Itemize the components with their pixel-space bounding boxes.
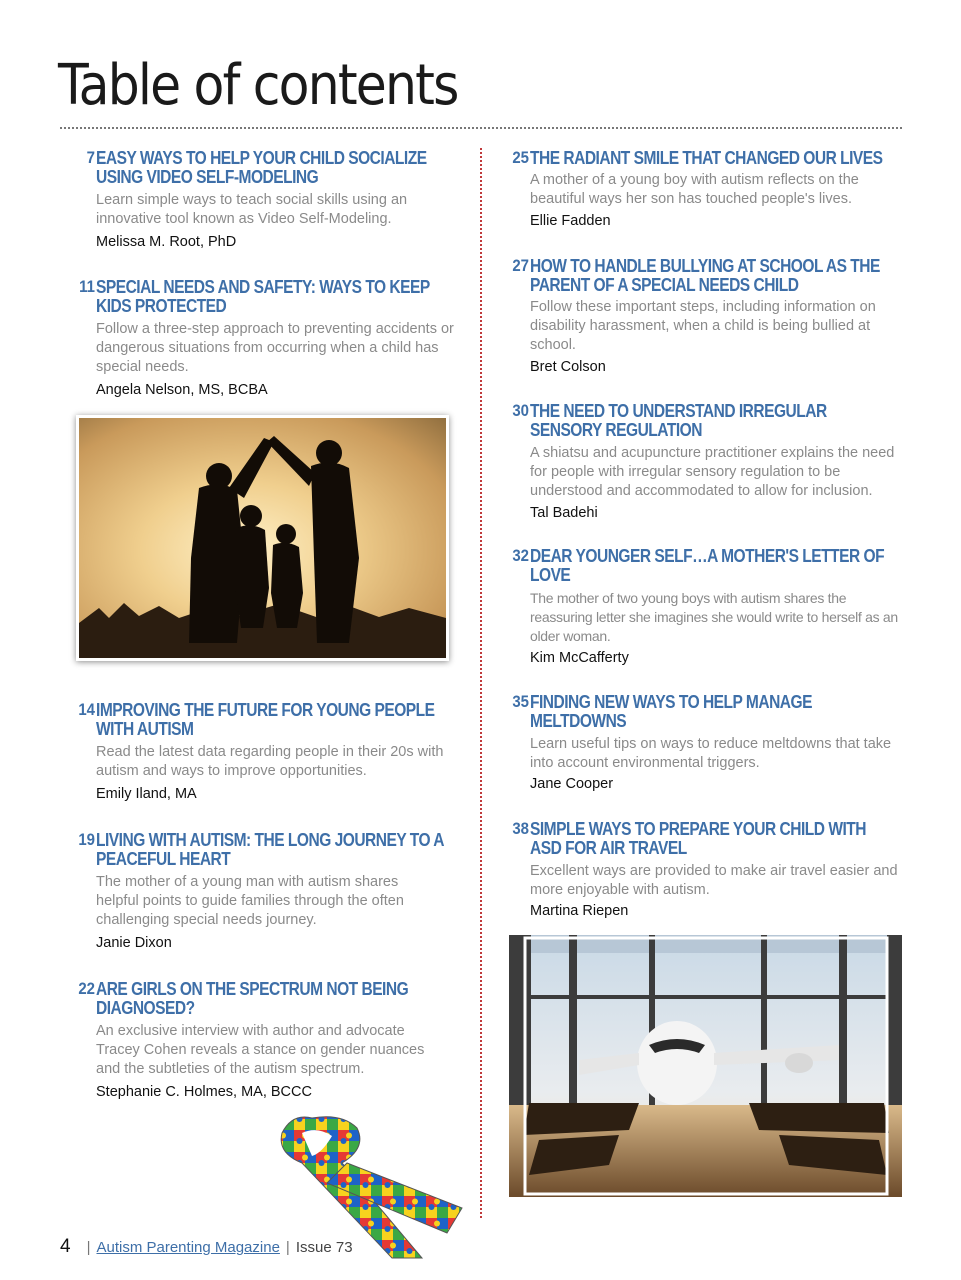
toc-page-number: 22 bbox=[78, 979, 95, 998]
toc-entry-19[interactable] bbox=[55, 830, 460, 960]
footer-separator: | bbox=[285, 1239, 290, 1256]
toc-article-description: An exclusive interview with author and advocate Tracey Cohen reveals a stance on gender nuances and the subtleties of the autism spectrum. bbox=[96, 1023, 425, 1077]
toc-entry-32[interactable] bbox=[489, 546, 909, 676]
toc-page-number: 19 bbox=[78, 830, 95, 849]
toc-page-number: 14 bbox=[78, 700, 95, 719]
toc-page-number: 32 bbox=[512, 546, 529, 565]
toc-article-description: Learn useful tips on ways to reduce meltdowns that take into account environmental triggers. bbox=[530, 736, 892, 771]
toc-entry-11[interactable] bbox=[55, 277, 460, 407]
family-silhouette-photo bbox=[76, 415, 449, 661]
toc-article-title[interactable]: IMPROVING THE FUTURE FOR YOUNG PEOPLE WITH AUTISM bbox=[96, 699, 435, 739]
toc-article-description: The mother of a young man with autism shares helpful points to guide families through the often challenging special needs journey. bbox=[96, 874, 404, 928]
issue-label: Issue 73 bbox=[295, 1239, 353, 1256]
toc-article-title[interactable]: LIVING WITH AUTISM: THE LONG JOURNEY TO A PEACEFUL HEART bbox=[96, 829, 444, 869]
title-divider bbox=[60, 127, 902, 129]
toc-article-description: Follow a three-step approach to preventing accidents or dangerous situations from occurring when a child has special needs. bbox=[96, 321, 454, 375]
footer-separator: | bbox=[86, 1239, 91, 1256]
toc-article-description: A shiatsu and acupuncture practitioner explains the need for people with irregular sensory regulation to be understood and accommodated to allow for inclusion. bbox=[530, 445, 895, 499]
toc-page-number: 25 bbox=[512, 148, 529, 167]
family-silhouette-image bbox=[79, 418, 446, 658]
toc-page-number: 11 bbox=[79, 277, 95, 296]
toc-article-title[interactable]: HOW TO HANDLE BULLYING AT SCHOOL AS THE PARENT OF A SPECIAL NEEDS CHILD bbox=[530, 255, 880, 295]
page-number: 4 bbox=[60, 1236, 71, 1257]
toc-page-number: 7 bbox=[86, 148, 95, 167]
toc-article-author: Tal Badehi bbox=[530, 505, 598, 521]
toc-page-number: 30 bbox=[512, 401, 529, 420]
toc-entry-35[interactable] bbox=[489, 692, 909, 802]
toc-entry-25[interactable] bbox=[489, 148, 909, 238]
toc-article-title[interactable]: THE RADIANT SMILE THAT CHANGED OUR LIVES bbox=[530, 147, 883, 168]
toc-article-description: The mother of two young boys with autism shares the reassuring letter she imagines she would write to herself as an older woman. bbox=[530, 590, 898, 644]
toc-article-description: Read the latest data regarding people in their 20s with autism and ways to improve opportunities. bbox=[96, 744, 444, 779]
toc-page-number: 27 bbox=[512, 256, 529, 275]
toc-entry-14[interactable] bbox=[55, 700, 460, 810]
toc-article-author: Jane Cooper bbox=[530, 776, 614, 792]
airport-airplane-image bbox=[509, 935, 902, 1197]
column-divider bbox=[480, 148, 482, 1218]
toc-article-title[interactable]: SPECIAL NEEDS AND SAFETY: WAYS TO KEEP KIDS PROTECTED bbox=[96, 276, 430, 316]
toc-article-author: Bret Colson bbox=[530, 359, 606, 375]
magazine-link[interactable]: Autism Parenting Magazine bbox=[96, 1239, 280, 1256]
toc-article-title[interactable]: FINDING NEW WAYS TO HELP MANAGE MELTDOWNS bbox=[530, 691, 812, 731]
toc-entry-30[interactable] bbox=[489, 401, 909, 531]
toc-article-description: Excellent ways are provided to make air travel easier and more enjoyable with autism. bbox=[530, 863, 898, 898]
toc-article-description: Learn simple ways to teach social skills using an innovative tool known as Video Self-Modeling. bbox=[96, 192, 408, 227]
toc-entry-38[interactable] bbox=[489, 819, 909, 929]
toc-article-description: A mother of a young boy with autism reflects on the beautiful ways her son has touched people's lives. bbox=[530, 172, 859, 207]
toc-entry-7[interactable] bbox=[55, 148, 460, 258]
toc-article-author: Emily Iland, MA bbox=[96, 786, 197, 802]
toc-article-author: Janie Dixon bbox=[96, 935, 172, 951]
toc-article-title[interactable]: ARE GIRLS ON THE SPECTRUM NOT BEING DIAGNOSED? bbox=[96, 978, 409, 1018]
toc-article-title[interactable]: THE NEED TO UNDERSTAND IRREGULAR SENSORY REGULATION bbox=[530, 400, 827, 440]
page-title: Table of contents bbox=[58, 53, 458, 118]
toc-article-author: Melissa M. Root, PhD bbox=[96, 234, 237, 250]
toc-article-author: Stephanie C. Holmes, MA, BCCC bbox=[96, 1084, 312, 1100]
toc-article-author: Martina Riepen bbox=[530, 903, 629, 919]
toc-article-description: Follow these important steps, including information on disability harassment, when a child is being bullied at school. bbox=[530, 299, 876, 353]
toc-article-title[interactable]: EASY WAYS TO HELP YOUR CHILD SOCIALIZE USING VIDEO SELF-MODELING bbox=[96, 147, 427, 187]
toc-entry-22[interactable] bbox=[55, 979, 460, 1109]
airport-photo bbox=[509, 935, 902, 1197]
toc-page-number: 35 bbox=[512, 692, 529, 711]
toc-entry-27[interactable] bbox=[489, 256, 909, 386]
toc-article-author: Kim McCafferty bbox=[530, 650, 629, 666]
toc-article-title[interactable]: SIMPLE WAYS TO PREPARE YOUR CHILD WITH ASD FOR AIR TRAVEL bbox=[530, 818, 867, 858]
toc-article-title[interactable]: DEAR YOUNGER SELF…A MOTHER'S LETTER OF LOVE bbox=[530, 545, 885, 585]
page-footer bbox=[60, 1236, 353, 1258]
toc-article-author: Ellie Fadden bbox=[530, 213, 611, 229]
toc-article-author: Angela Nelson, MS, BCBA bbox=[96, 382, 268, 398]
toc-page-number: 38 bbox=[512, 819, 529, 838]
